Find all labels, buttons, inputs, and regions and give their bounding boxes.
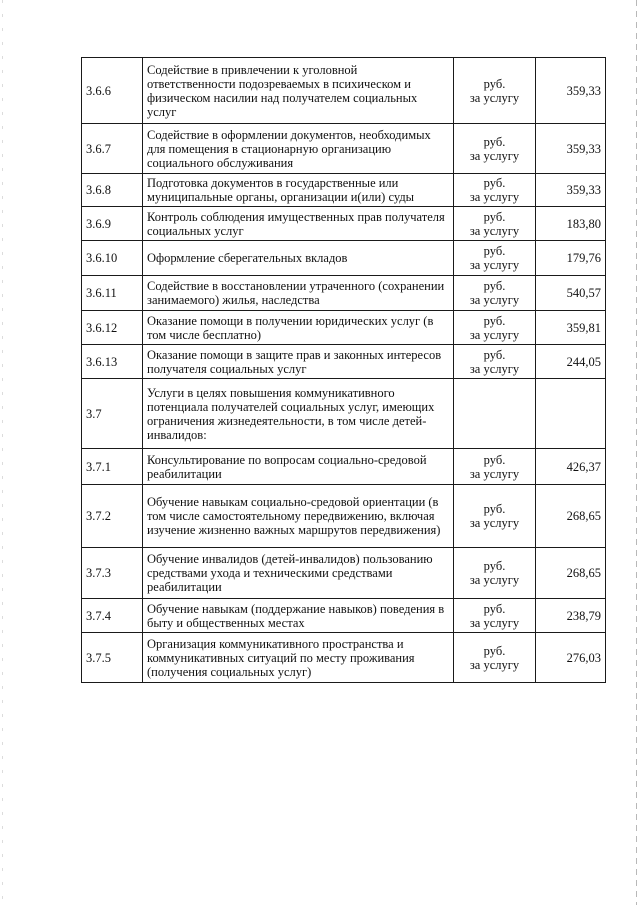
unit-currency: руб. [483,134,506,149]
price-value: 359,81 [536,311,606,345]
price-value: 359,33 [536,124,606,174]
table-row [82,207,606,241]
row-number: 3.6.6 [82,58,143,124]
price-value: 179,76 [536,241,606,276]
unit-cell [454,124,536,174]
table-row [82,124,606,174]
service-name: Организация коммуникативного пространства и коммуникативных ситуаций по месту проживания (получения социальных услуг) [143,633,454,683]
service-name: Подготовка документов в государственные или муниципальные органы, организации и(или) суды [143,174,454,207]
service-name: Оказание помощи в защите прав и законных интересов получателя социальных услуг [143,345,454,379]
unit-currency: руб. [483,76,506,91]
unit-cell [454,599,536,633]
services-price-table [81,57,606,683]
service-name: Обучение навыкам (поддержание навыков) поведения в быту и общественных местах [143,599,454,633]
unit-basis: за услугу [469,516,520,530]
row-number: 3.7.5 [82,633,143,683]
service-name: Содействие в привлечении к уголовной ответственности подозреваемых в психическом и физическом насилии над получателем социальных услуг [143,58,454,124]
table-row [82,633,606,683]
unit-cell [454,485,536,548]
unit-currency: руб. [483,279,506,293]
row-number: 3.6.7 [82,124,143,174]
unit-cell [454,449,536,485]
price-value: 268,65 [536,548,606,599]
table-row [82,311,606,345]
unit-currency: руб. [483,347,506,362]
unit-basis: за услугу [469,657,520,672]
row-number: 3.6.11 [82,276,143,311]
price-value: 276,03 [536,633,606,683]
row-number: 3.7.3 [82,548,143,599]
price-value: 540,57 [536,276,606,311]
unit-currency: руб. [483,313,506,328]
unit-currency: руб. [483,244,506,258]
price-value: 426,37 [536,449,606,485]
unit-cell [454,241,536,276]
service-name: Содействие в восстановлении утраченного (сохранении занимаемого) жилья, наследства [143,276,454,311]
price-value: 359,33 [536,174,606,207]
service-name: Оказание помощи в получении юридических услуг (в том числе бесплатно) [143,311,454,345]
table-row [82,599,606,633]
unit-cell [454,345,536,379]
unit-basis: за услугу [469,327,520,342]
unit-basis: за услугу [469,573,520,587]
table-row [82,58,606,124]
price-value: 268,65 [536,485,606,548]
row-number: 3.7.2 [82,485,143,548]
price-value: 244,05 [536,345,606,379]
unit-cell [454,311,536,345]
row-number: 3.7 [82,379,143,449]
table-row-section-header [82,379,606,449]
unit-basis: за услугу [469,148,520,163]
unit-currency: руб. [483,502,506,516]
unit-basis: за услугу [469,466,520,481]
unit-cell [454,207,536,241]
price-value: 238,79 [536,599,606,633]
service-name: Контроль соблюдения имущественных прав получателя социальных услуг [143,207,454,241]
unit-basis: за услугу [469,361,520,376]
unit-currency: руб. [483,559,506,573]
unit-cell [454,276,536,311]
service-name: Консультирование по вопросам социально-средовой реабилитации [143,449,454,485]
service-name: Содействие в оформлении документов, необходимых для помещения в стационарную организацию социального обслуживания [143,124,454,174]
table-row [82,548,606,599]
table-row [82,485,606,548]
unit-cell [454,548,536,599]
service-name: Обучение навыкам социально-средовой ориентации (в том числе самостоятельному передвижению, включая изучение жизненно важных маршрутов передвижения) [143,485,454,548]
scan-edge-right [636,0,637,905]
service-name: Обучение инвалидов (детей-инвалидов) пользованию средствами ухода и техническими средствами реабилитации [143,548,454,599]
unit-currency: руб. [483,601,506,616]
price-value [536,379,606,449]
row-number: 3.7.4 [82,599,143,633]
unit-cell [454,58,536,124]
row-number: 3.6.13 [82,345,143,379]
price-value: 183,80 [536,207,606,241]
unit-currency: руб. [483,176,506,190]
row-number: 3.6.9 [82,207,143,241]
row-number: 3.6.12 [82,311,143,345]
unit-cell [454,633,536,683]
unit-currency: руб. [483,209,506,224]
unit-basis: за услугу [469,293,520,307]
unit-basis: за услугу [469,223,520,238]
table-row [82,174,606,207]
service-name: Оформление сберегательных вкладов [143,241,454,276]
unit-currency: руб. [483,643,506,658]
unit-currency: руб. [483,452,506,467]
price-value: 359,33 [536,58,606,124]
unit-basis: за услугу [469,258,520,272]
section-title: Услуги в целях повышения коммуникативного потенциала получателей социальных услуг, имеющих ограничения жизнедеятельности, в том числе детей-инвалидов: [143,379,454,449]
unit-basis: за услугу [469,90,520,105]
table-row [82,276,606,311]
unit-cell [454,174,536,207]
table-row [82,449,606,485]
scan-edge-left [2,0,3,905]
unit-cell [454,379,536,449]
table-row [82,345,606,379]
row-number: 3.6.8 [82,174,143,207]
table-row [82,241,606,276]
row-number: 3.6.10 [82,241,143,276]
row-number: 3.7.1 [82,449,143,485]
unit-basis: за услугу [469,190,520,204]
unit-basis: за услугу [469,615,520,630]
